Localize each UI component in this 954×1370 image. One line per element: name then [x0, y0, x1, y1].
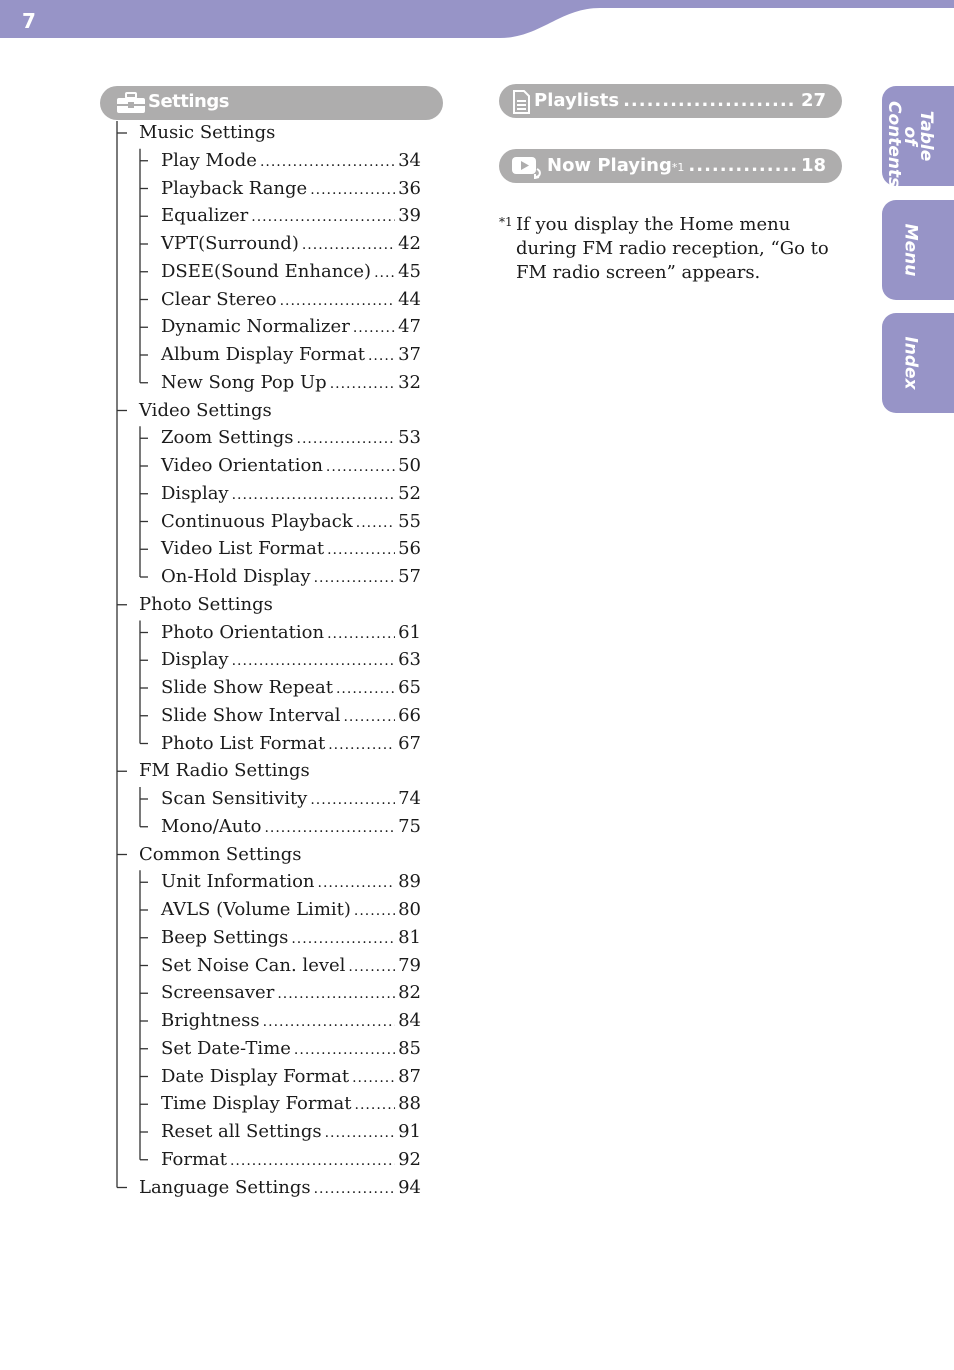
settings-item[interactable] — [161, 1009, 421, 1033]
tab-menu[interactable] — [882, 200, 954, 300]
settings-item[interactable] — [161, 482, 421, 506]
dot-leader — [353, 316, 395, 340]
dot-leader — [294, 1038, 395, 1062]
footnote-mark: *1 — [499, 215, 513, 229]
playlist-icon — [511, 90, 531, 114]
footnote-text: If you display the Home menu during FM radio reception, “Go to FM radio screen” appears. — [516, 214, 829, 283]
settings-item[interactable] — [161, 926, 421, 950]
dot-leader — [327, 622, 395, 646]
item-label: Set Noise Can. level — [161, 954, 346, 976]
item-page: 53 — [398, 427, 421, 449]
settings-group[interactable]: FM Radio Settings — [139, 760, 310, 782]
dot-leader — [327, 538, 395, 562]
settings-item[interactable] — [161, 870, 421, 894]
item-page: 39 — [398, 205, 421, 227]
item-page: 84 — [398, 1010, 421, 1031]
settings-item[interactable] — [161, 648, 421, 672]
dot-leader — [343, 705, 395, 729]
item-page: 45 — [398, 260, 421, 282]
settings-item[interactable] — [161, 454, 421, 478]
dot-leader — [310, 178, 395, 202]
dot-leader — [232, 483, 395, 507]
tab-table-of-contents[interactable] — [882, 86, 954, 186]
settings-item[interactable] — [161, 537, 421, 561]
item-page: 55 — [398, 510, 421, 532]
dot-leader — [260, 150, 395, 174]
dot-leader — [348, 955, 395, 979]
settings-item[interactable] — [161, 1065, 421, 1089]
item-label: Dynamic Normalizer — [161, 316, 350, 338]
item-label: Continuous Playback — [161, 510, 353, 532]
item-label: Display — [161, 482, 229, 504]
dot-leader — [314, 566, 396, 590]
dot-leader — [297, 427, 396, 451]
tab-label: Table of Contents — [884, 101, 936, 188]
settings-item[interactable] — [161, 260, 421, 284]
settings-item[interactable] — [161, 815, 421, 839]
item-label: Album Display Format — [161, 344, 365, 365]
settings-item[interactable] — [161, 426, 421, 450]
item-page: 47 — [398, 316, 421, 338]
playlists-page: 27 — [800, 90, 826, 111]
item-page: 85 — [398, 1037, 421, 1059]
item-page: 79 — [398, 954, 421, 976]
settings-item[interactable] — [161, 1148, 421, 1172]
dot-leader — [352, 1066, 395, 1090]
settings-item[interactable] — [161, 565, 421, 589]
settings-item[interactable] — [161, 1092, 421, 1116]
item-page: 37 — [398, 344, 421, 365]
item-page: 56 — [398, 538, 421, 560]
dot-leader — [310, 788, 395, 812]
item-label: Reset all Settings — [161, 1121, 322, 1142]
item-label: Photo List Format — [161, 732, 326, 754]
item-label: Equalizer — [161, 205, 249, 227]
settings-item[interactable] — [161, 177, 421, 201]
item-label: Screensaver — [161, 982, 275, 1004]
item-page: 80 — [398, 899, 421, 920]
playlists-link[interactable] — [499, 84, 842, 118]
item-label: VPT(Surround) — [161, 233, 299, 254]
settings-item[interactable] — [161, 704, 421, 728]
item-label: Video List Format — [161, 538, 325, 560]
item-label: DSEE(Sound Enhance) — [161, 260, 372, 282]
tab-label: Menu — [900, 223, 921, 277]
dot-leader — [623, 84, 797, 118]
item-page: 63 — [398, 649, 421, 671]
item-page: 92 — [398, 1148, 421, 1170]
dot-leader — [330, 372, 395, 396]
dot-leader — [326, 455, 395, 479]
settings-item[interactable] — [161, 732, 421, 756]
item-page: 61 — [398, 621, 421, 643]
item-page: 44 — [398, 288, 421, 310]
settings-item[interactable] — [161, 676, 421, 700]
item-label: Date Display Format — [161, 1065, 350, 1087]
tab-index[interactable] — [882, 313, 954, 413]
item-page: 34 — [398, 149, 421, 171]
settings-group-language[interactable] — [139, 1176, 421, 1200]
settings-item[interactable] — [161, 510, 421, 534]
settings-item[interactable] — [161, 149, 421, 173]
dot-leader — [280, 289, 396, 313]
dot-leader — [251, 205, 395, 229]
item-label: Slide Show Repeat — [161, 677, 333, 698]
dot-leader — [355, 1093, 396, 1117]
item-page: 91 — [398, 1121, 421, 1142]
dot-leader — [230, 1149, 395, 1173]
settings-item[interactable] — [161, 1120, 421, 1144]
item-label: On-Hold Display — [161, 566, 311, 587]
page-number: 7 — [22, 9, 35, 33]
settings-item[interactable] — [161, 371, 421, 395]
dot-leader — [263, 1010, 395, 1034]
item-label: Mono/Auto — [161, 815, 262, 837]
item-label: Clear Stereo — [161, 288, 277, 310]
dot-leader — [336, 677, 395, 701]
item-page: 75 — [398, 815, 421, 837]
dot-leader — [291, 927, 395, 951]
item-label: Beep Settings — [161, 926, 289, 948]
item-label: Format — [161, 1148, 227, 1170]
settings-group[interactable]: Common Settings — [139, 843, 302, 865]
item-label: Photo Orientation — [161, 621, 325, 643]
now-playing-label: Now Playing — [547, 155, 672, 176]
item-label: AVLS (Volume Limit) — [161, 899, 351, 920]
dot-leader — [232, 649, 395, 673]
tab-label: Index — [900, 336, 921, 390]
settings-item[interactable] — [161, 315, 421, 339]
dot-leader — [356, 511, 395, 535]
item-page: 81 — [398, 926, 421, 948]
dot-leader — [374, 261, 395, 285]
settings-item[interactable] — [161, 981, 421, 1005]
now-playing-footnote-mark: *1 — [671, 161, 685, 174]
settings-group[interactable]: Music Settings — [139, 122, 276, 143]
dot-leader — [368, 344, 395, 368]
item-page: 52 — [398, 482, 421, 504]
item-page: 65 — [398, 677, 421, 698]
item-label: Set Date-Time — [161, 1037, 291, 1059]
settings-item[interactable] — [161, 343, 421, 367]
item-label: Language Settings — [139, 1176, 311, 1198]
item-label: Playback Range — [161, 177, 308, 199]
item-label: Unit Information — [161, 871, 315, 893]
dot-leader — [318, 871, 396, 895]
now-playing-icon — [511, 155, 547, 179]
settings-item[interactable] — [161, 621, 421, 645]
dot-leader — [302, 233, 395, 257]
item-label: Video Orientation — [161, 455, 323, 476]
item-page: 57 — [398, 566, 421, 587]
settings-item[interactable] — [161, 232, 421, 256]
item-page: 89 — [398, 871, 421, 893]
now-playing-link[interactable] — [499, 149, 842, 183]
settings-item[interactable] — [161, 787, 421, 811]
item-page: 42 — [398, 233, 421, 254]
item-label: Display — [161, 649, 229, 671]
item-label: Scan Sensitivity — [161, 788, 308, 809]
item-page: 50 — [398, 455, 421, 476]
item-page: 32 — [398, 371, 421, 393]
settings-item[interactable] — [161, 288, 421, 312]
now-playing-page: 18 — [800, 155, 826, 176]
settings-item[interactable] — [161, 1037, 421, 1061]
item-label: New Song Pop Up — [161, 371, 327, 393]
playlists-label: Playlists — [534, 90, 620, 111]
item-page: 88 — [398, 1093, 421, 1115]
item-label: Time Display Format — [161, 1093, 352, 1115]
item-page: 36 — [398, 177, 421, 199]
dot-leader — [325, 1121, 396, 1145]
item-page: 87 — [398, 1065, 421, 1087]
settings-group[interactable]: Video Settings — [139, 399, 272, 421]
item-label: Brightness — [161, 1010, 260, 1031]
item-label: Play Mode — [161, 149, 257, 171]
dot-leader — [688, 149, 797, 183]
settings-title: Settings — [148, 91, 229, 112]
settings-item[interactable] — [161, 204, 421, 228]
dot-leader — [264, 816, 395, 840]
item-label: Zoom Settings — [161, 427, 294, 449]
dot-leader — [277, 982, 395, 1006]
item-page: 67 — [398, 732, 421, 754]
item-label: Slide Show Interval — [161, 704, 341, 726]
item-page: 82 — [398, 982, 421, 1004]
settings-item[interactable] — [161, 898, 421, 922]
item-page: 94 — [398, 1176, 421, 1198]
settings-group[interactable]: Photo Settings — [139, 593, 273, 615]
dot-leader — [354, 899, 395, 923]
settings-item[interactable] — [161, 954, 421, 978]
item-page: 74 — [398, 788, 421, 809]
dot-leader — [314, 1177, 396, 1201]
dot-leader — [328, 733, 395, 757]
item-page: 66 — [398, 704, 421, 726]
